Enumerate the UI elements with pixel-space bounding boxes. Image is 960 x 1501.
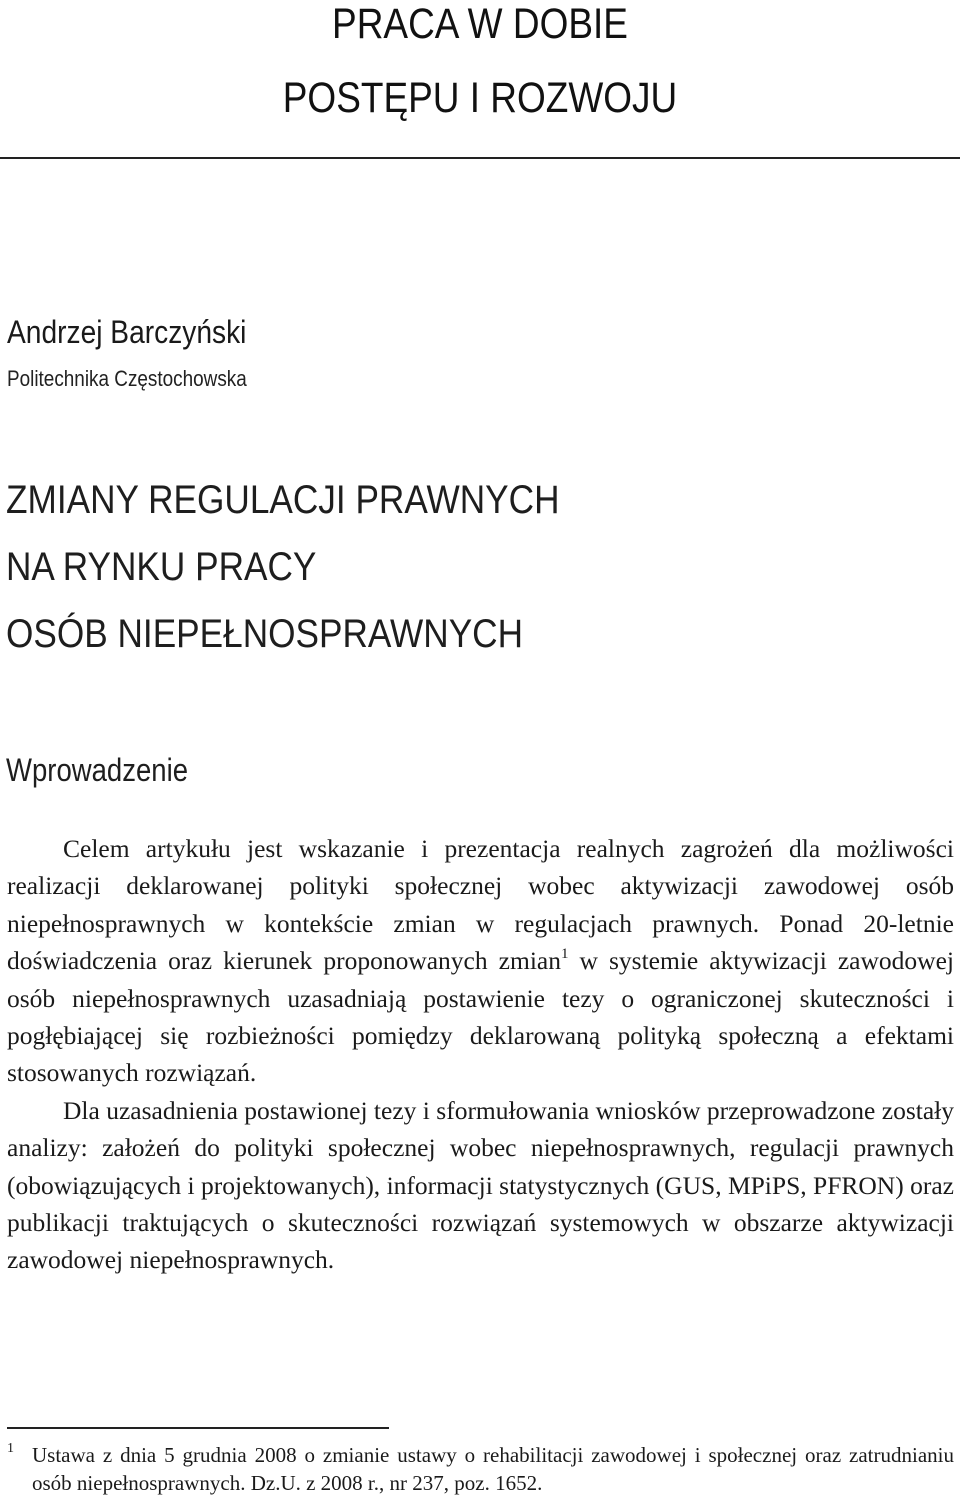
paragraph-1-text-a: Celem artykułu jest wskazanie i prezentacja realnych zagrożeń dla możliwości realizacji deklarowanej polityki społecznej wobec aktywizacji zawodowej osób niepełnosprawnych w kontekście zmian w regulacjach prawnych. Ponad 20-letnie doświadczenia oraz kierunek proponowanych zmian [7, 834, 954, 976]
section-heading: Wprowadzenie [6, 752, 189, 788]
footnote-reference[interactable]: 1 [560, 946, 569, 963]
paragraph-1 [7, 830, 954, 1092]
article-title-line-3: OSÓB NIEPEŁNOSPRAWNYCH [6, 612, 524, 656]
running-header-line-2: POSTĘPU I ROZWOJU [282, 74, 678, 122]
footnote [7, 1441, 954, 1497]
paragraph-2: Dla uzasadnienia postawionej tezy i sformułowania wniosków przeprowadzone zostały analizy: założeń do polityki społecznej wobec niepełnosprawnych, regulacji prawnych (obowiązujących i projektowanych), informacji statystycznych (GUS, MPiPS, PFRON) oraz publikacji traktujących o skuteczności rozwiązań systemowych w obszarze aktywizacji zawodowej niepełnosprawnych. [7, 1095, 954, 1275]
author-name: Andrzej Barczyński [7, 314, 247, 350]
footnote-mark: 1 [7, 1441, 14, 1456]
running-header-line-1: PRACA W DOBIE [332, 0, 628, 48]
article-title-line-2: NA RYNKU PRACY [6, 545, 317, 589]
paragraph-1-text-b: w systemie aktywizacji zawodowej osób niepełnosprawnych uzasadniają postawienie tezy o ograniczonej skuteczności i pogłębiającej się rozbieżności pomiędzy deklarowaną polityką społeczną a efektami stosowanych rozwiązań. [7, 946, 954, 1088]
header-divider [0, 157, 960, 159]
article-title-line-1: ZMIANY REGULACJI PRAWNYCH [6, 478, 560, 522]
author-affiliation: Politechnika Częstochowska [7, 366, 247, 391]
footnote-divider [7, 1427, 389, 1429]
footnote-text: Ustawa z dnia 5 grudnia 2008 o zmianie ustawy o rehabilitacji zawodowej i społecznej oraz zatrudnianiu osób niepełnosprawnych. Dz.U. z 2008 r., nr 237, poz. 1652. [32, 1443, 954, 1495]
body-text [7, 830, 954, 1279]
